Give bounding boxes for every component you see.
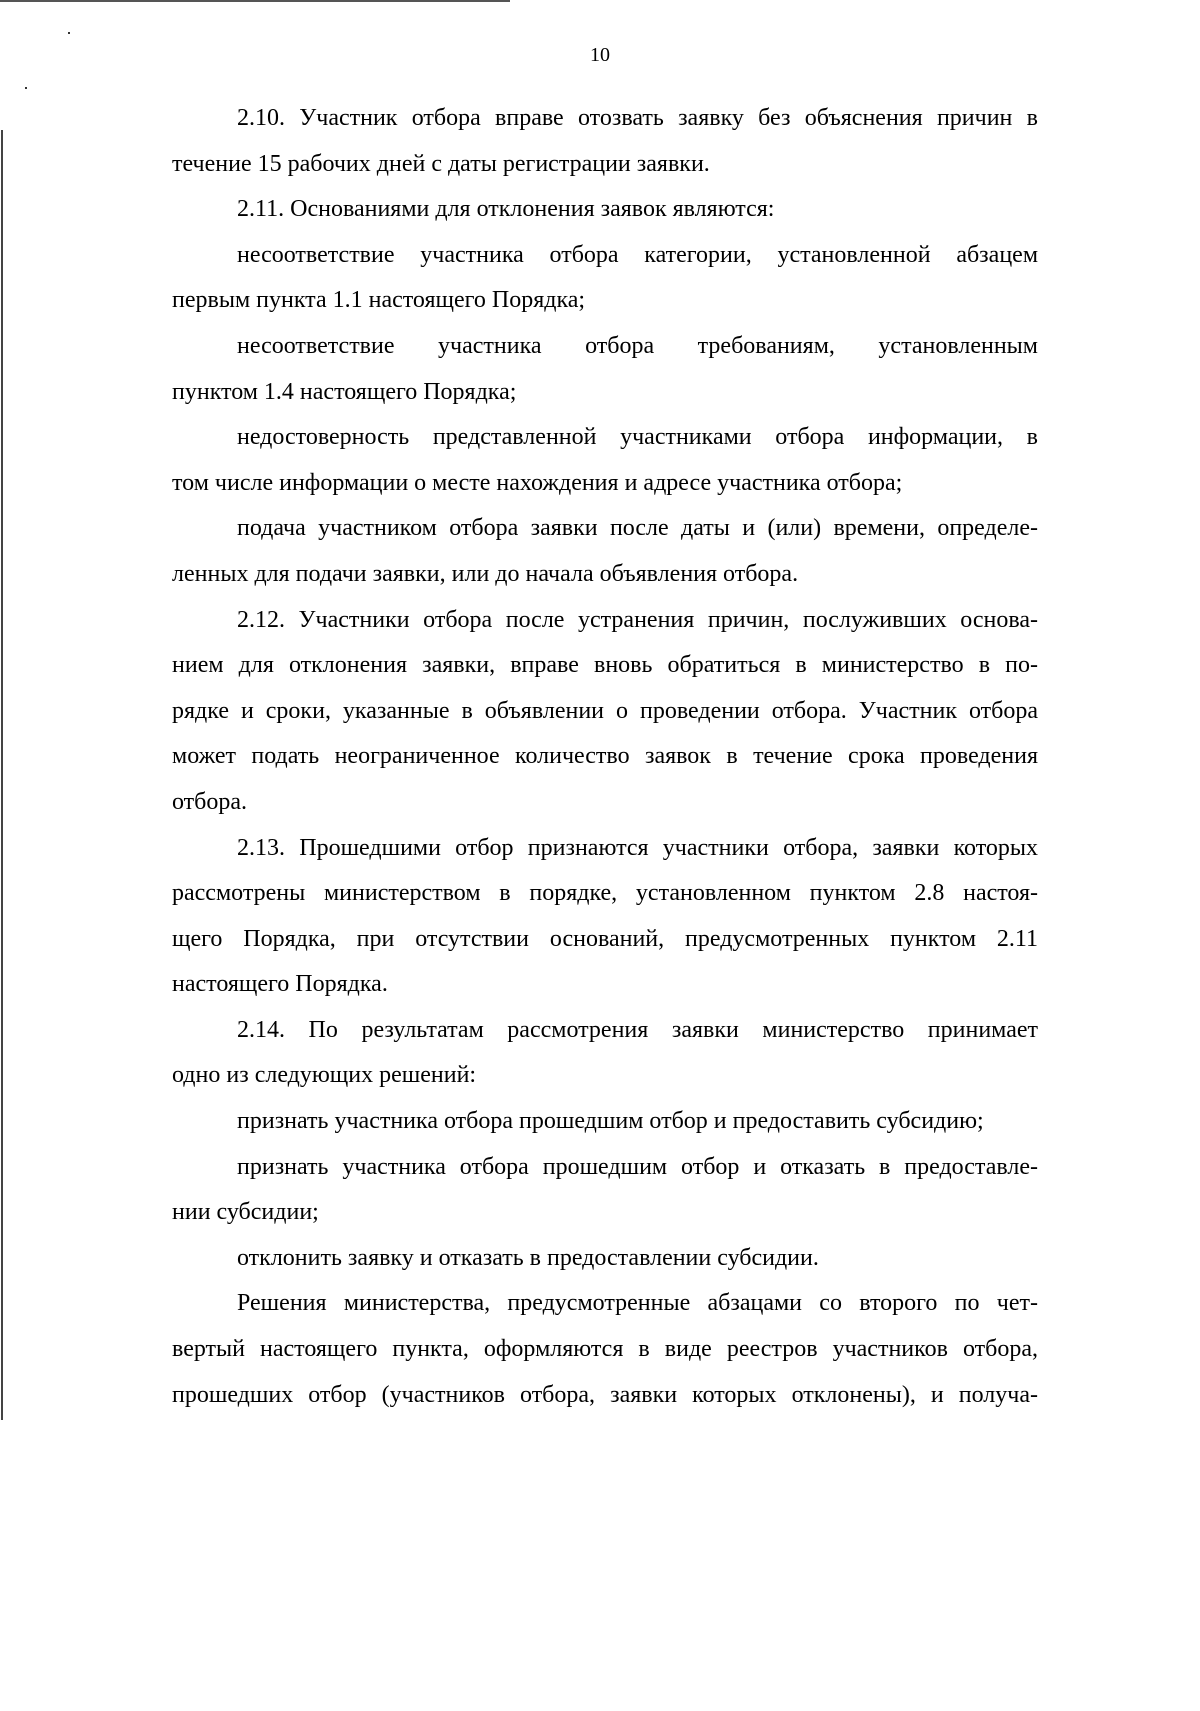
paragraph <box>172 598 1038 826</box>
text-line: рассмотрены министерством в порядке, установленном пунктом 2.8 настоя- <box>172 880 1038 907</box>
scan-speck <box>68 32 70 34</box>
text-line: 2.10. Участник отбора вправе отозвать заявку без объяснения причин в <box>237 105 1038 131</box>
text-line: первым пункта 1.1 настоящего Порядка; <box>172 287 586 314</box>
text-line: нии субсидии; <box>172 1199 319 1226</box>
paragraph <box>172 1236 1038 1282</box>
paragraph <box>172 415 1038 506</box>
paragraph <box>172 96 1038 187</box>
document-body <box>172 96 1038 1418</box>
text-line: отклонить заявку и отказать в предоставлении субсидии. <box>237 1244 819 1271</box>
text-line: 2.14. По результатам рассмотрения заявки министерство принимает <box>237 1016 1038 1043</box>
text-line: несоответствие участника отбора требованиям, установленным <box>237 332 1038 359</box>
text-line: может подать неограниченное количество заявок в течение срока проведения <box>172 743 1038 770</box>
text-line: 2.12. Участники отбора после устранения причин, послуживших основа- <box>237 606 1038 633</box>
text-line: том числе информации о месте нахождения и адресе участника отбора; <box>172 469 903 496</box>
scan-speck <box>25 87 27 89</box>
text-line: течение 15 рабочих дней с даты регистрации заявки. <box>172 150 710 177</box>
text-line: подача участником отбора заявки после даты и (или) времени, определе- <box>237 515 1038 542</box>
text-line: 2.11. Основаниями для отклонения заявок являются: <box>237 196 775 223</box>
text-line: Решения министерства, предусмотренные абзацами со второго по чет- <box>237 1290 1038 1317</box>
text-line: несоответствие участника отбора категории, установленной абзацем <box>237 241 1038 268</box>
text-line: недостоверность представленной участниками отбора информации, в <box>237 424 1038 451</box>
text-line: признать участника отбора прошедшим отбор и отказать в предоставле- <box>237 1153 1038 1180</box>
text-line: одно из следующих решений: <box>172 1062 477 1089</box>
text-line: признать участника отбора прошедшим отбор и предоставить субсидию; <box>237 1108 984 1135</box>
text-line: прошедших отбор (участников отбора, заявки которых отклонены), и получа- <box>172 1381 1038 1408</box>
scan-edge-left <box>1 130 3 1420</box>
text-line: ленных для подачи заявки, или до начала объявления отбора. <box>172 560 799 587</box>
text-line: нием для отклонения заявки, вправе вновь обратиться в министерство в по- <box>172 652 1038 679</box>
paragraph <box>172 1281 1038 1418</box>
text-line: настоящего Порядка. <box>172 971 388 998</box>
paragraph <box>172 187 1038 233</box>
scan-edge-top <box>0 0 510 2</box>
paragraph <box>172 826 1038 1008</box>
text-line: 2.13. Прошедшими отбор признаются участники отбора, заявки которых <box>237 834 1038 861</box>
text-line: щего Порядка, при отсутствии оснований, предусмотренных пунктом 2.11 <box>172 925 1038 952</box>
text-line: рядке и сроки, указанные в объявлении о проведении отбора. Участник отбора <box>172 697 1038 724</box>
text-line: отбора. <box>172 788 248 815</box>
text-line: вертый настоящего пункта, оформляются в виде реестров участников отбора, <box>172 1336 1038 1363</box>
page-number: 10 <box>590 44 610 66</box>
paragraph <box>172 324 1038 415</box>
paragraph <box>172 1099 1038 1145</box>
paragraph <box>172 233 1038 324</box>
paragraph <box>172 506 1038 597</box>
paragraph <box>172 1008 1038 1099</box>
paragraph <box>172 1145 1038 1236</box>
text-line: пунктом 1.4 настоящего Порядка; <box>172 378 517 405</box>
